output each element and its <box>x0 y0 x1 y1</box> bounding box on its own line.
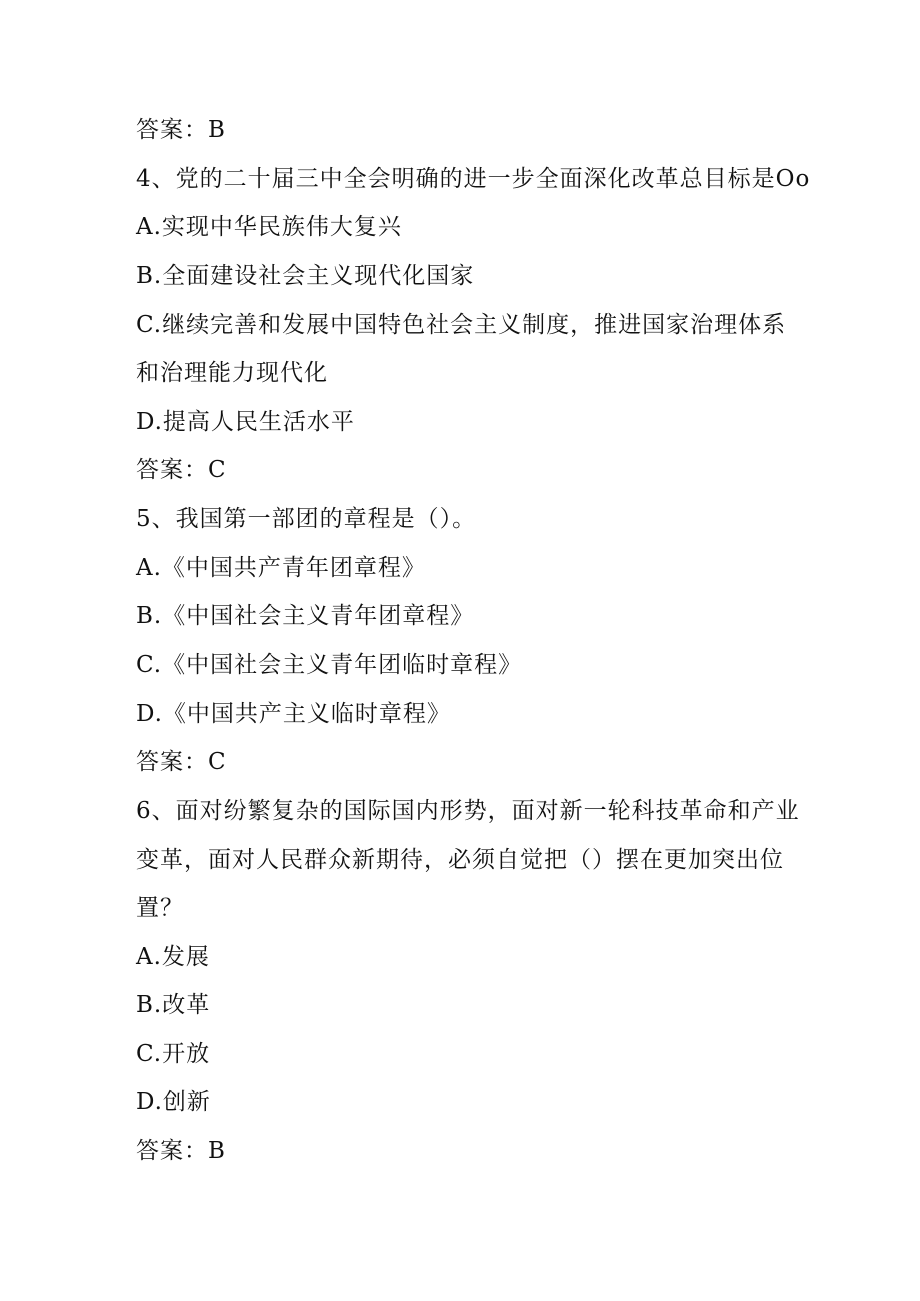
answer-line: 答案：C <box>136 749 227 775</box>
answer-line: 答案：B <box>136 117 226 143</box>
question-5: 5、我国第一部团的章程是（）。 <box>136 506 477 532</box>
option-c: C.《中国社会主义青年团临时章程》 <box>136 652 523 678</box>
option-c: C.开放 <box>136 1041 211 1067</box>
option-b: B.全面建设社会主义现代化国家 <box>136 263 475 289</box>
question-6-continued: 置？ <box>136 895 184 921</box>
option-a: A.实现中华民族伟大复兴 <box>136 214 402 240</box>
option-d: D.《中国共产主义临时章程》 <box>136 701 451 727</box>
option-a: A.发展 <box>136 944 210 970</box>
answer-line: 答案：C <box>136 457 227 483</box>
option-c: C.继续完善和发展中国特色社会主义制度，推进国家治理体系 <box>136 312 787 338</box>
option-a: A.《中国共产青年团章程》 <box>136 555 426 581</box>
option-b: B.改革 <box>136 992 211 1018</box>
option-d: D.提高人民生活水平 <box>136 409 355 435</box>
question-6-continued: 变革，面对人民群众新期待，必须自觉把（）摆在更加突出位 <box>136 847 784 873</box>
answer-line: 答案：B <box>136 1138 226 1164</box>
question-6: 6、面对纷繁复杂的国际国内形势，面对新一轮科技革命和产业 <box>136 798 800 824</box>
question-4: 4、党的二十届三中全会明确的进一步全面深化改革总目标是Oo <box>136 166 811 192</box>
option-b: B.《中国社会主义青年团章程》 <box>136 603 475 629</box>
option-d: D.创新 <box>136 1089 211 1115</box>
option-c-continued: 和治理能力现代化 <box>136 360 328 386</box>
